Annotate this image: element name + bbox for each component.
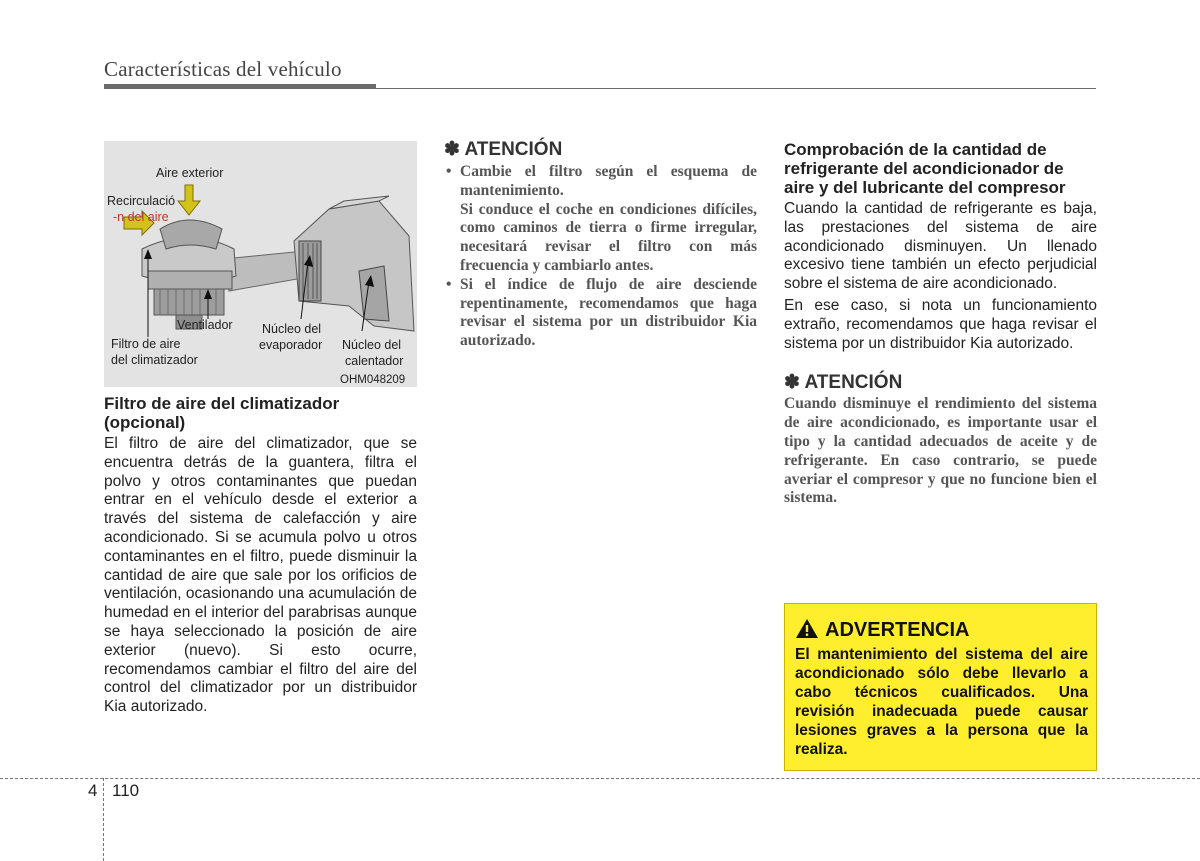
footer-vertical-rule: [103, 778, 104, 861]
asterisk-icon: ✽: [444, 139, 460, 160]
chapter-number: 4: [88, 781, 98, 800]
running-header-title: Características del vehículo: [104, 57, 342, 81]
footer-dashed-rule: [0, 778, 1200, 779]
attention-heading-1: [444, 138, 757, 161]
label-fan: Ventilador: [177, 318, 233, 332]
figure-code: OHM048209: [340, 374, 406, 386]
header-rule-thick: [104, 84, 376, 89]
label-evaporator-2: evaporador: [259, 338, 323, 352]
asterisk-icon: ✽: [784, 372, 800, 394]
refrigerant-para-2: En ese caso, si nota un funcionamiento extraño, recomendamos que haga revisar el sistema por un distribuidor Kia autorizado.: [784, 296, 1097, 352]
label-filter-2: del climatizador: [111, 353, 198, 367]
attention-text-2: Cuando disminuye el rendimiento del sistema de aire acondicionado, es importante usar el tipo y la cantidad adecuados de aceite y de refrigerante. En caso contrario, se puede averiar el compresor y que no funcione bien el sistema.: [784, 395, 1097, 507]
warning-text: El mantenimiento del sistema del aire acondicionado sólo debe llevarlo a cabo técnicos cualificados. Una revisión inadecuada puede causar lesiones graves a la persona que la realiza.: [795, 646, 1088, 758]
warning-heading: [795, 618, 1088, 642]
label-evaporator-1: Núcleo del: [262, 322, 322, 336]
attention-list-1: [444, 163, 757, 351]
page-number: 110: [112, 781, 140, 800]
warning-title: ADVERTENCIA: [825, 619, 970, 641]
label-recirculation-2: -n del aire: [113, 210, 169, 224]
column-1: [104, 394, 417, 717]
hvac-diagram: [104, 141, 417, 387]
cabin-filter-body: El filtro de aire del climatizador, que se encuentra detrás de la guantera, filtra el polvo y otros contaminantes que puedan entrar en el vehículo desde el exterior a través del sistema de calefacción y aire acondicionado. Si se acumula polvo u otros contaminantes en el filtro, puede disminuir la cantidad de aire que sale por los orificios de ventilación, ocasionando una acumulación de humedad en el interior del parabrisas aunque se haya seleccionado la posición de aire exterior (nuevo). Si esto ocurre, recomendamos cambiar el filtro del aire del control del climatizador por un distribuidor Kia autorizado.: [104, 435, 417, 716]
attention-title: ATENCIÓN: [464, 139, 563, 160]
label-outside-air: Aire exterior: [156, 166, 224, 180]
warning-box: [784, 603, 1097, 771]
section-heading-refrigerant: Comprobación de la cantidad de refrigerante del acondicionador de aire y del lubricante del compresor: [784, 140, 1066, 197]
attention-item: • Si el índice de flujo de aire desciende repentinamente, recomendamos que haga revisar el sistema por un distribuidor Kia autorizado.: [444, 276, 757, 351]
header-rule-thin: [376, 88, 1096, 89]
label-heater-1: Núcleo del: [342, 338, 402, 352]
warning-triangle-icon: [795, 618, 819, 639]
column-2: [444, 138, 757, 351]
label-filter-1: Filtro de aire: [111, 337, 181, 351]
section-heading-cabin-filter: Filtro de aire del climatizador (opcional): [104, 394, 340, 432]
column-3: [784, 140, 1097, 508]
refrigerant-para-1: Cuando la cantidad de refrigerante es baja, las prestaciones del sistema de aire acondicionado disminuyen. Un llenado excesivo tiene también un efecto perjudicial sobre el sistema de aire acondicionado.: [784, 200, 1097, 293]
attention-item: • Cambie el filtro según el esquema de mantenimiento. Si conduce el coche en condiciones difíciles, como caminos de tierra o firme irregular, necesitará revisar el filtro con más frecuencia y cambiarlo antes.: [444, 163, 757, 276]
label-heater-2: calentador: [345, 354, 404, 368]
attention-title: ATENCIÓN: [804, 372, 903, 394]
attention-heading-2: [784, 371, 1097, 394]
label-recirculation-1: Recirculació: [107, 194, 176, 208]
